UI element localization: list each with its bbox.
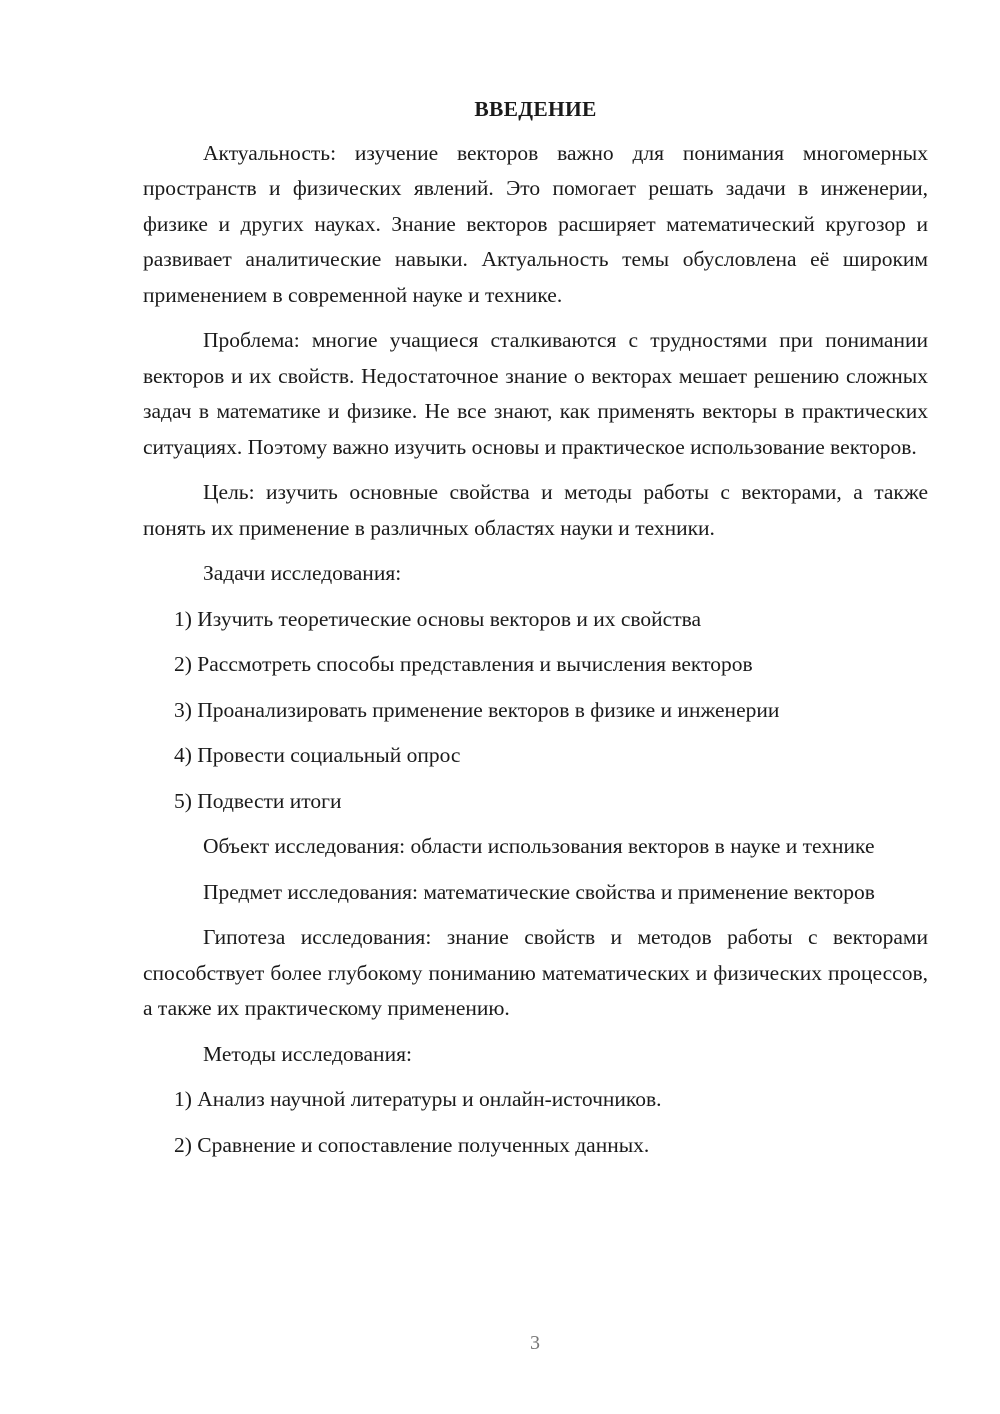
list-item: 4) Провести социальный опрос — [174, 743, 461, 767]
subject-paragraph: Предмет исследования: математические свойства и применение векторов — [203, 879, 875, 904]
document-page — [143, 92, 928, 1173]
problem-paragraph: Проблема: многие учащиеся сталкиваются с трудностями при понимании векторов и их свойств. Недостаточное знание о векторах мешает решению сложных задач в математике и физике. Не все знают, как применять векторы в практических ситуациях. Поэтому важно изучить основы и практическое использование векторов. — [143, 328, 928, 459]
page-title: ВВЕДЕНИЕ — [474, 97, 597, 121]
tasks-heading: Задачи исследования: — [203, 561, 402, 585]
page-number: 3 — [530, 1332, 540, 1354]
list-item: 5) Подвести итоги — [174, 788, 342, 813]
list-item: 3) Проанализировать применение векторов в физике и инженерии — [174, 697, 780, 722]
hypothesis-paragraph: Гипотеза исследования: знание свойств и методов работы с векторами способствует более глубокому пониманию математических и физических процессов, а также их практическому применению. — [143, 925, 928, 1020]
list-item: 2) Рассмотреть способы представления и вычисления векторов — [174, 652, 753, 676]
goal-paragraph: Цель: изучить основные свойства и методы работы с векторами, а также понять их применение в различных областях науки и техники. — [143, 480, 928, 540]
methods-list — [143, 1082, 928, 1163]
list-item: 1) Анализ научной литературы и онлайн-источников. — [174, 1087, 662, 1111]
tasks-list — [143, 602, 928, 820]
relevance-paragraph: Актуальность: изучение векторов важно для понимания многомерных пространств и физических явлений. Это помогает решать задачи в инженерии, физике и других науках. Знание векторов расширяет математический кругозор и развивает аналитические навыки. Актуальность темы обусловлена её широким применением в современной науке и технике. — [143, 140, 928, 307]
list-item: 1) Изучить теоретические основы векторов и их свойства — [174, 606, 702, 631]
methods-heading: Методы исследования: — [203, 1041, 412, 1066]
object-paragraph: Объект исследования: области использования векторов в науке и технике — [203, 834, 875, 858]
list-item: 2) Сравнение и сопоставление полученных данных. — [174, 1132, 650, 1157]
